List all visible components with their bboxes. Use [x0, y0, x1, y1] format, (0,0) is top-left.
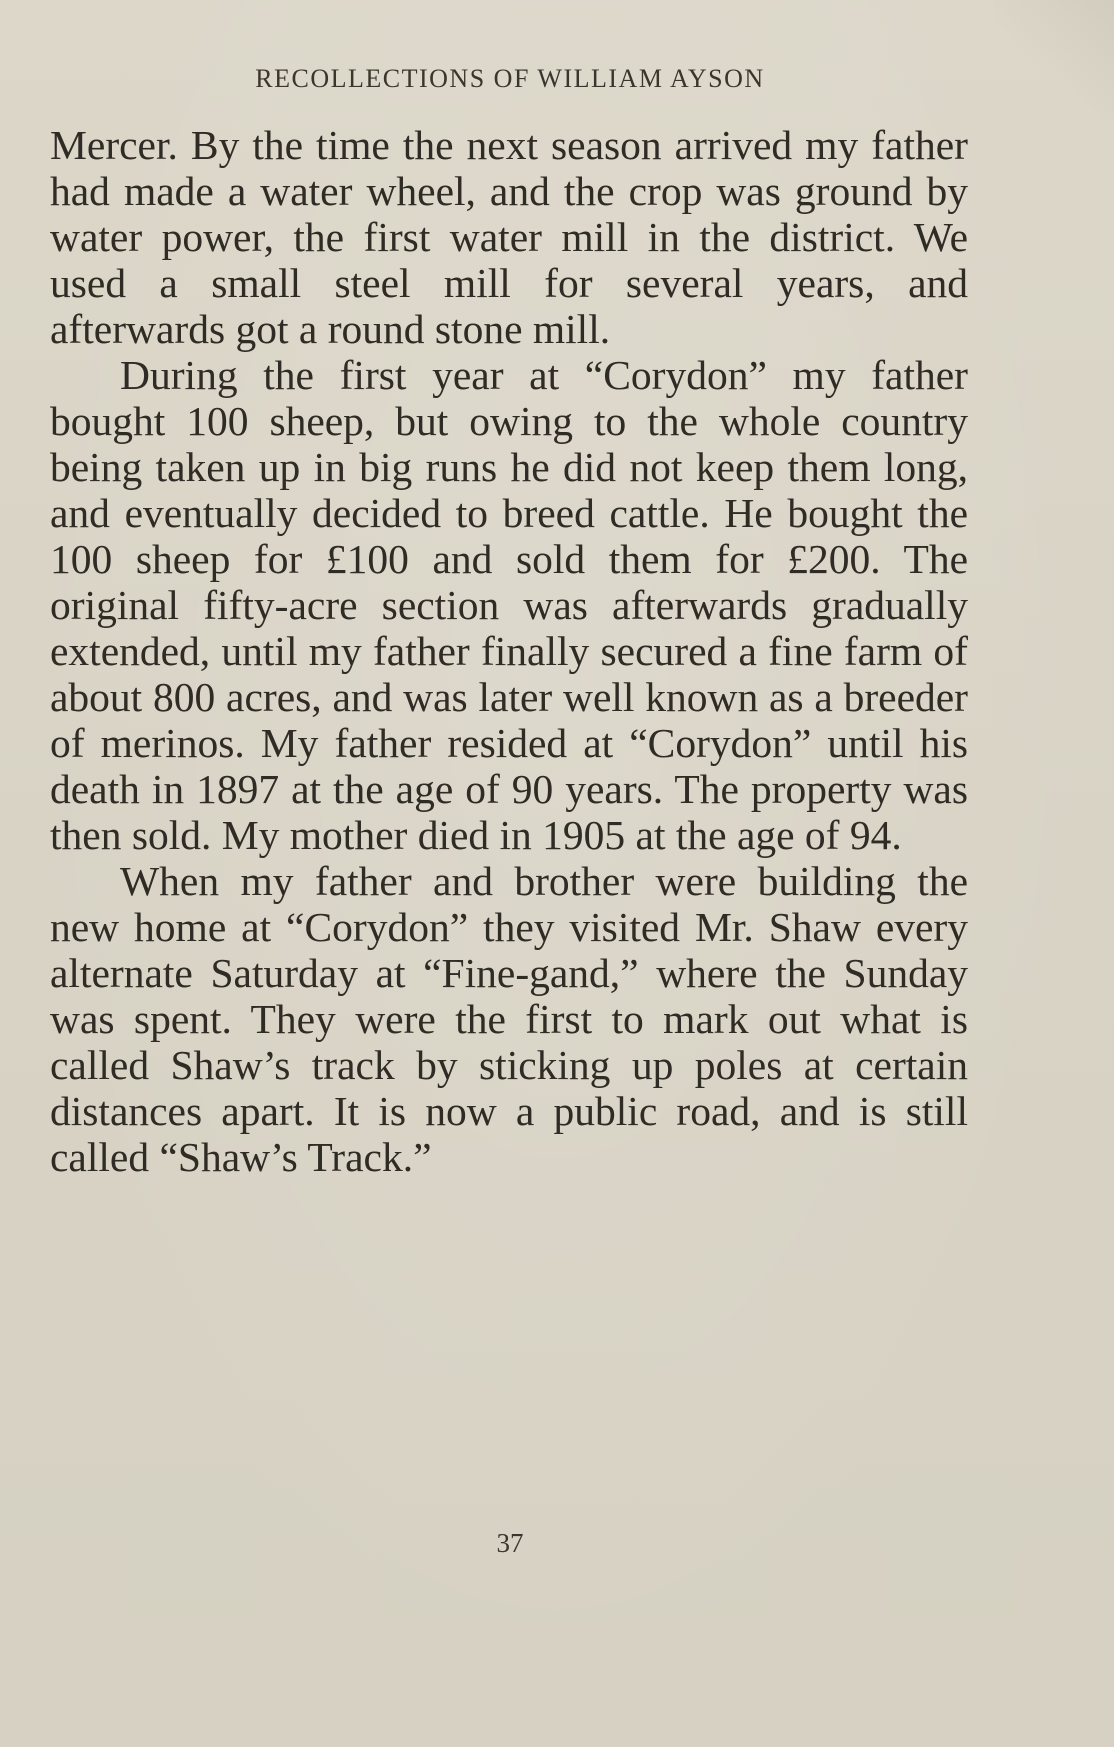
body-text: [50, 122, 968, 1180]
running-head: RECOLLECTIONS OF WILLIAM AYSON: [255, 64, 765, 93]
paragraph-1: Mercer. By the time the next season arrived my father had made a water wheel, and the crop was ground by water power, the first water mill in the district. We used a small steel mill for several years, and afterwards got a round stone mill.: [50, 122, 968, 352]
page-number: 37: [496, 1528, 524, 1558]
paragraph-2: During the first year at “Corydon” my father bought 100 sheep, but owing to the whole country being taken up in big runs he did not keep them long, and eventually decided to breed cattle. He bought the 100 sheep for £100 and sold them for £200. The original fifty-acre section was afterwards gradually extended, until my father finally secured a fine farm of about 800 acres, and was later well known as a breeder of merinos. My father resided at “Corydon” until his death in 1897 at the age of 90 years. The property was then sold. My mother died in 1905 at the age of 94.: [50, 352, 968, 858]
paragraph-3: When my father and brother were building the new home at “Corydon” they visited Mr. Shaw every alternate Saturday at “Fine-gand,” where the Sunday was spent. They were the first to mark out what is called Shaw’s track by sticking up poles at certain distances apart. It is now a public road, and is still called “Shaw’s Track.”: [50, 858, 968, 1180]
page-corner-wear: [994, 0, 1114, 120]
